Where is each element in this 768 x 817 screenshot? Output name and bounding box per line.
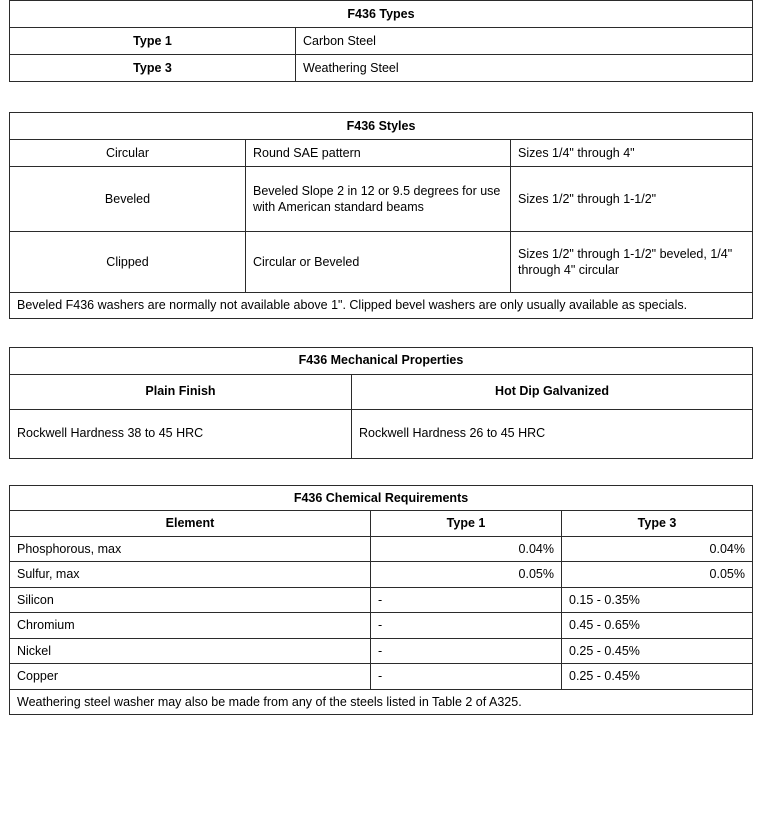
sulfur-type-1: 0.05% [371,562,562,588]
header-type-3: Type 3 [562,511,753,537]
table-title-f436-styles: F436 Styles [10,113,753,140]
sulfur-type-3: 0.05% [562,562,753,588]
style-circular-sizes: Sizes 1/4" through 4" [511,140,753,167]
style-beveled-description: Beveled Slope 2 in 12 or 9.5 degrees for use with American standard beams [246,167,511,232]
table-title-row [10,113,753,140]
table-row [10,55,753,82]
styles-note: Beveled F436 washers are normally not available above 1". Clipped bevel washers are only usually available as specials. [10,293,753,319]
type-1-value: Carbon Steel [296,28,753,55]
table-f436-types [9,0,753,82]
table-title-row [10,485,753,511]
table-row [10,409,753,458]
table-spacer [0,319,768,347]
header-hot-dip-galvanized: Hot Dip Galvanized [352,374,753,409]
table-title-f436-types: F436 Types [10,1,753,28]
style-beveled-sizes: Sizes 1/2" through 1-1/2" [511,167,753,232]
table-title-row [10,1,753,28]
style-clipped-description: Circular or Beveled [246,232,511,293]
table-header-row [10,374,753,409]
chromium-type-1: - [371,613,562,639]
table-row [10,536,753,562]
table-note-row [10,689,753,715]
style-circular-description: Round SAE pattern [246,140,511,167]
nickel-type-1: - [371,638,562,664]
value-plain-finish-hardness: Rockwell Hardness 38 to 45 HRC [10,409,352,458]
element-silicon: Silicon [10,587,371,613]
copper-type-3: 0.25 - 0.45% [562,664,753,690]
table-row [10,638,753,664]
header-type-1: Type 1 [371,511,562,537]
header-plain-finish: Plain Finish [10,374,352,409]
chromium-type-3: 0.45 - 0.65% [562,613,753,639]
nickel-type-3: 0.25 - 0.45% [562,638,753,664]
silicon-type-3: 0.15 - 0.35% [562,587,753,613]
element-nickel: Nickel [10,638,371,664]
table-row [10,613,753,639]
phosphorous-type-1: 0.04% [371,536,562,562]
table-title-row [10,347,753,374]
table-f436-mechanical [9,347,753,459]
table-row [10,562,753,588]
chemical-note: Weathering steel washer may also be made from any of the steels listed in Table 2 of A325. [10,689,753,715]
table-row [10,664,753,690]
table-f436-styles [9,112,753,319]
style-clipped-name: Clipped [10,232,246,293]
copper-type-1: - [371,664,562,690]
element-phosphorous: Phosphorous, max [10,536,371,562]
element-copper: Copper [10,664,371,690]
table-header-row [10,511,753,537]
table-note-row [10,293,753,319]
table-spacer [0,459,768,485]
header-element: Element [10,511,371,537]
table-row [10,140,753,167]
table-spacer [0,82,768,112]
element-chromium: Chromium [10,613,371,639]
table-row [10,167,753,232]
type-3-value: Weathering Steel [296,55,753,82]
type-3-label: Type 3 [10,55,296,82]
table-row [10,28,753,55]
style-beveled-name: Beveled [10,167,246,232]
table-title-f436-chemical: F436 Chemical Requirements [10,485,753,511]
table-row [10,587,753,613]
style-circular-name: Circular [10,140,246,167]
style-clipped-sizes: Sizes 1/2" through 1-1/2" beveled, 1/4" through 4" circular [511,232,753,293]
table-f436-chemical [9,485,753,716]
type-1-label: Type 1 [10,28,296,55]
value-hot-dip-hardness: Rockwell Hardness 26 to 45 HRC [352,409,753,458]
element-sulfur: Sulfur, max [10,562,371,588]
table-title-f436-mechanical: F436 Mechanical Properties [10,347,753,374]
phosphorous-type-3: 0.04% [562,536,753,562]
table-row [10,232,753,293]
silicon-type-1: - [371,587,562,613]
